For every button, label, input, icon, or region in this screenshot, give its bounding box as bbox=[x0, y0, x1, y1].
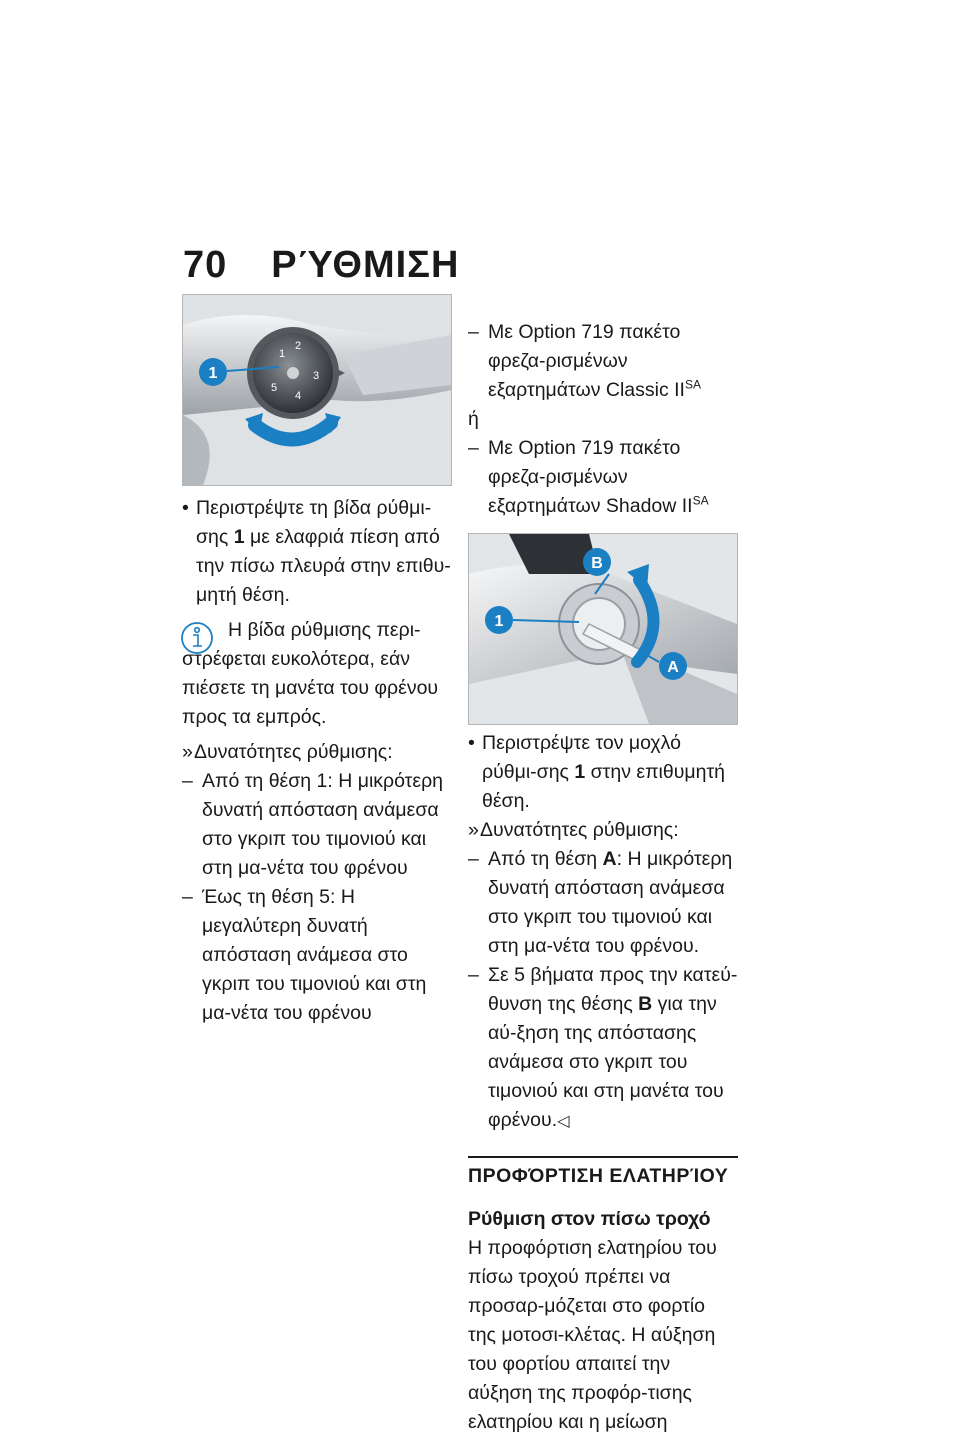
info-note bbox=[182, 616, 452, 732]
callout-1-label: 1 bbox=[494, 613, 504, 630]
dial-number-3: 3 bbox=[313, 370, 320, 382]
or-text: ή bbox=[468, 408, 479, 430]
page-header bbox=[183, 244, 459, 287]
adjusting-lever-figure bbox=[468, 533, 738, 725]
callout-1-label: 1 bbox=[208, 365, 218, 382]
end-mark-icon: ◁ bbox=[557, 1113, 570, 1130]
dial-number-4: 4 bbox=[295, 390, 302, 402]
option-position-1: – Από τη θέση 1: Η μικρότερη δυνατή απόσταση ανάμεσα στο γκριπ του τιμονιού και στη μα-νέτα του φρένου bbox=[182, 767, 452, 883]
dial-number-5: 5 bbox=[271, 382, 278, 394]
adjustment-options-label: » Δυνατότητες ρύθμισης: bbox=[468, 816, 738, 845]
note-text: Η βίδα ρύθμισης περι-στρέφεται ευκολότερα, εάν πιέσετε τη μανέτα του φρένου προς τα εμπρός. bbox=[182, 619, 439, 728]
page-number: 70 bbox=[183, 244, 228, 286]
left-column bbox=[182, 294, 452, 1028]
page-title: ΡΎΘΜΙΣΗ bbox=[271, 244, 460, 286]
adjustment-options-label: » Δυνατότητες ρύθμισης: bbox=[182, 738, 452, 767]
section-divider bbox=[468, 1156, 738, 1158]
option-shadow: – Με Option 719 πακέτο φρεζα-ρισμένων εξαρτημάτων Shadow $II^{SA}$ bbox=[468, 434, 738, 521]
dial-number-1: 1 bbox=[279, 348, 286, 360]
brake-lever-adjuster-figure bbox=[182, 294, 452, 486]
instruction-turn-screw: • Περιστρέψτε τη βίδα ρύθμι-σης 1 με ελαφριά πίεση από την πίσω πλευρά στην επιθυ-μητή θέση. bbox=[182, 494, 452, 610]
right-column bbox=[468, 318, 738, 1437]
option-position-5: – Έως τη θέση 5: Η μεγαλύτερη δυνατή απόσταση ανάμεσα στο γκριπ του τιμονιού και στη μα-νέτα του φρένου bbox=[182, 883, 452, 1028]
body-text: Η προφόρτιση ελατηρίου του πίσω τροχού πρέπει να προσαρ-μόζεται στο φορτίο της μοτοσι-κλέτας. Η αύξηση του φορτίου απαιτεί την αύξηση της προφόρ-τισης ελατηρίου και η μείωση bbox=[468, 1237, 717, 1433]
callout-b-label: B bbox=[591, 555, 603, 572]
dial-number-2: 2 bbox=[295, 340, 302, 352]
option-position-a: – Από τη θέση A: Η μικρότερη δυνατή απόσταση ανάμεσα στο γκριπ του τιμονιού και στη μα-νέτα του φρένου. bbox=[468, 845, 738, 961]
subsection-title: Ρύθμιση στον πίσω τροχό bbox=[468, 1208, 711, 1230]
instruction-turn-lever: • Περιστρέψτε τον μοχλό ρύθμι-σης 1 στην επιθυμητή θέση. bbox=[468, 729, 738, 816]
option-classic: – Με Option 719 πακέτο φρεζα-ρισμένων εξαρτημάτων Classic $II^{SA}$ bbox=[468, 318, 738, 405]
option-position-b: – Σε 5 βήματα προς την κατεύ-θυνση της θέσης B για την αύ-ξηση της απόστασης ανάμεσα στο γκριπ του τιμονιού και στη μανέτα του φρένου.◁ bbox=[468, 961, 738, 1136]
info-icon bbox=[180, 618, 214, 658]
callout-a-label: A bbox=[667, 659, 679, 676]
section-title: ΠΡΟΦΌΡΤΙΣΗ ΕΛΑΤΗΡΊΟΥ bbox=[468, 1165, 729, 1187]
